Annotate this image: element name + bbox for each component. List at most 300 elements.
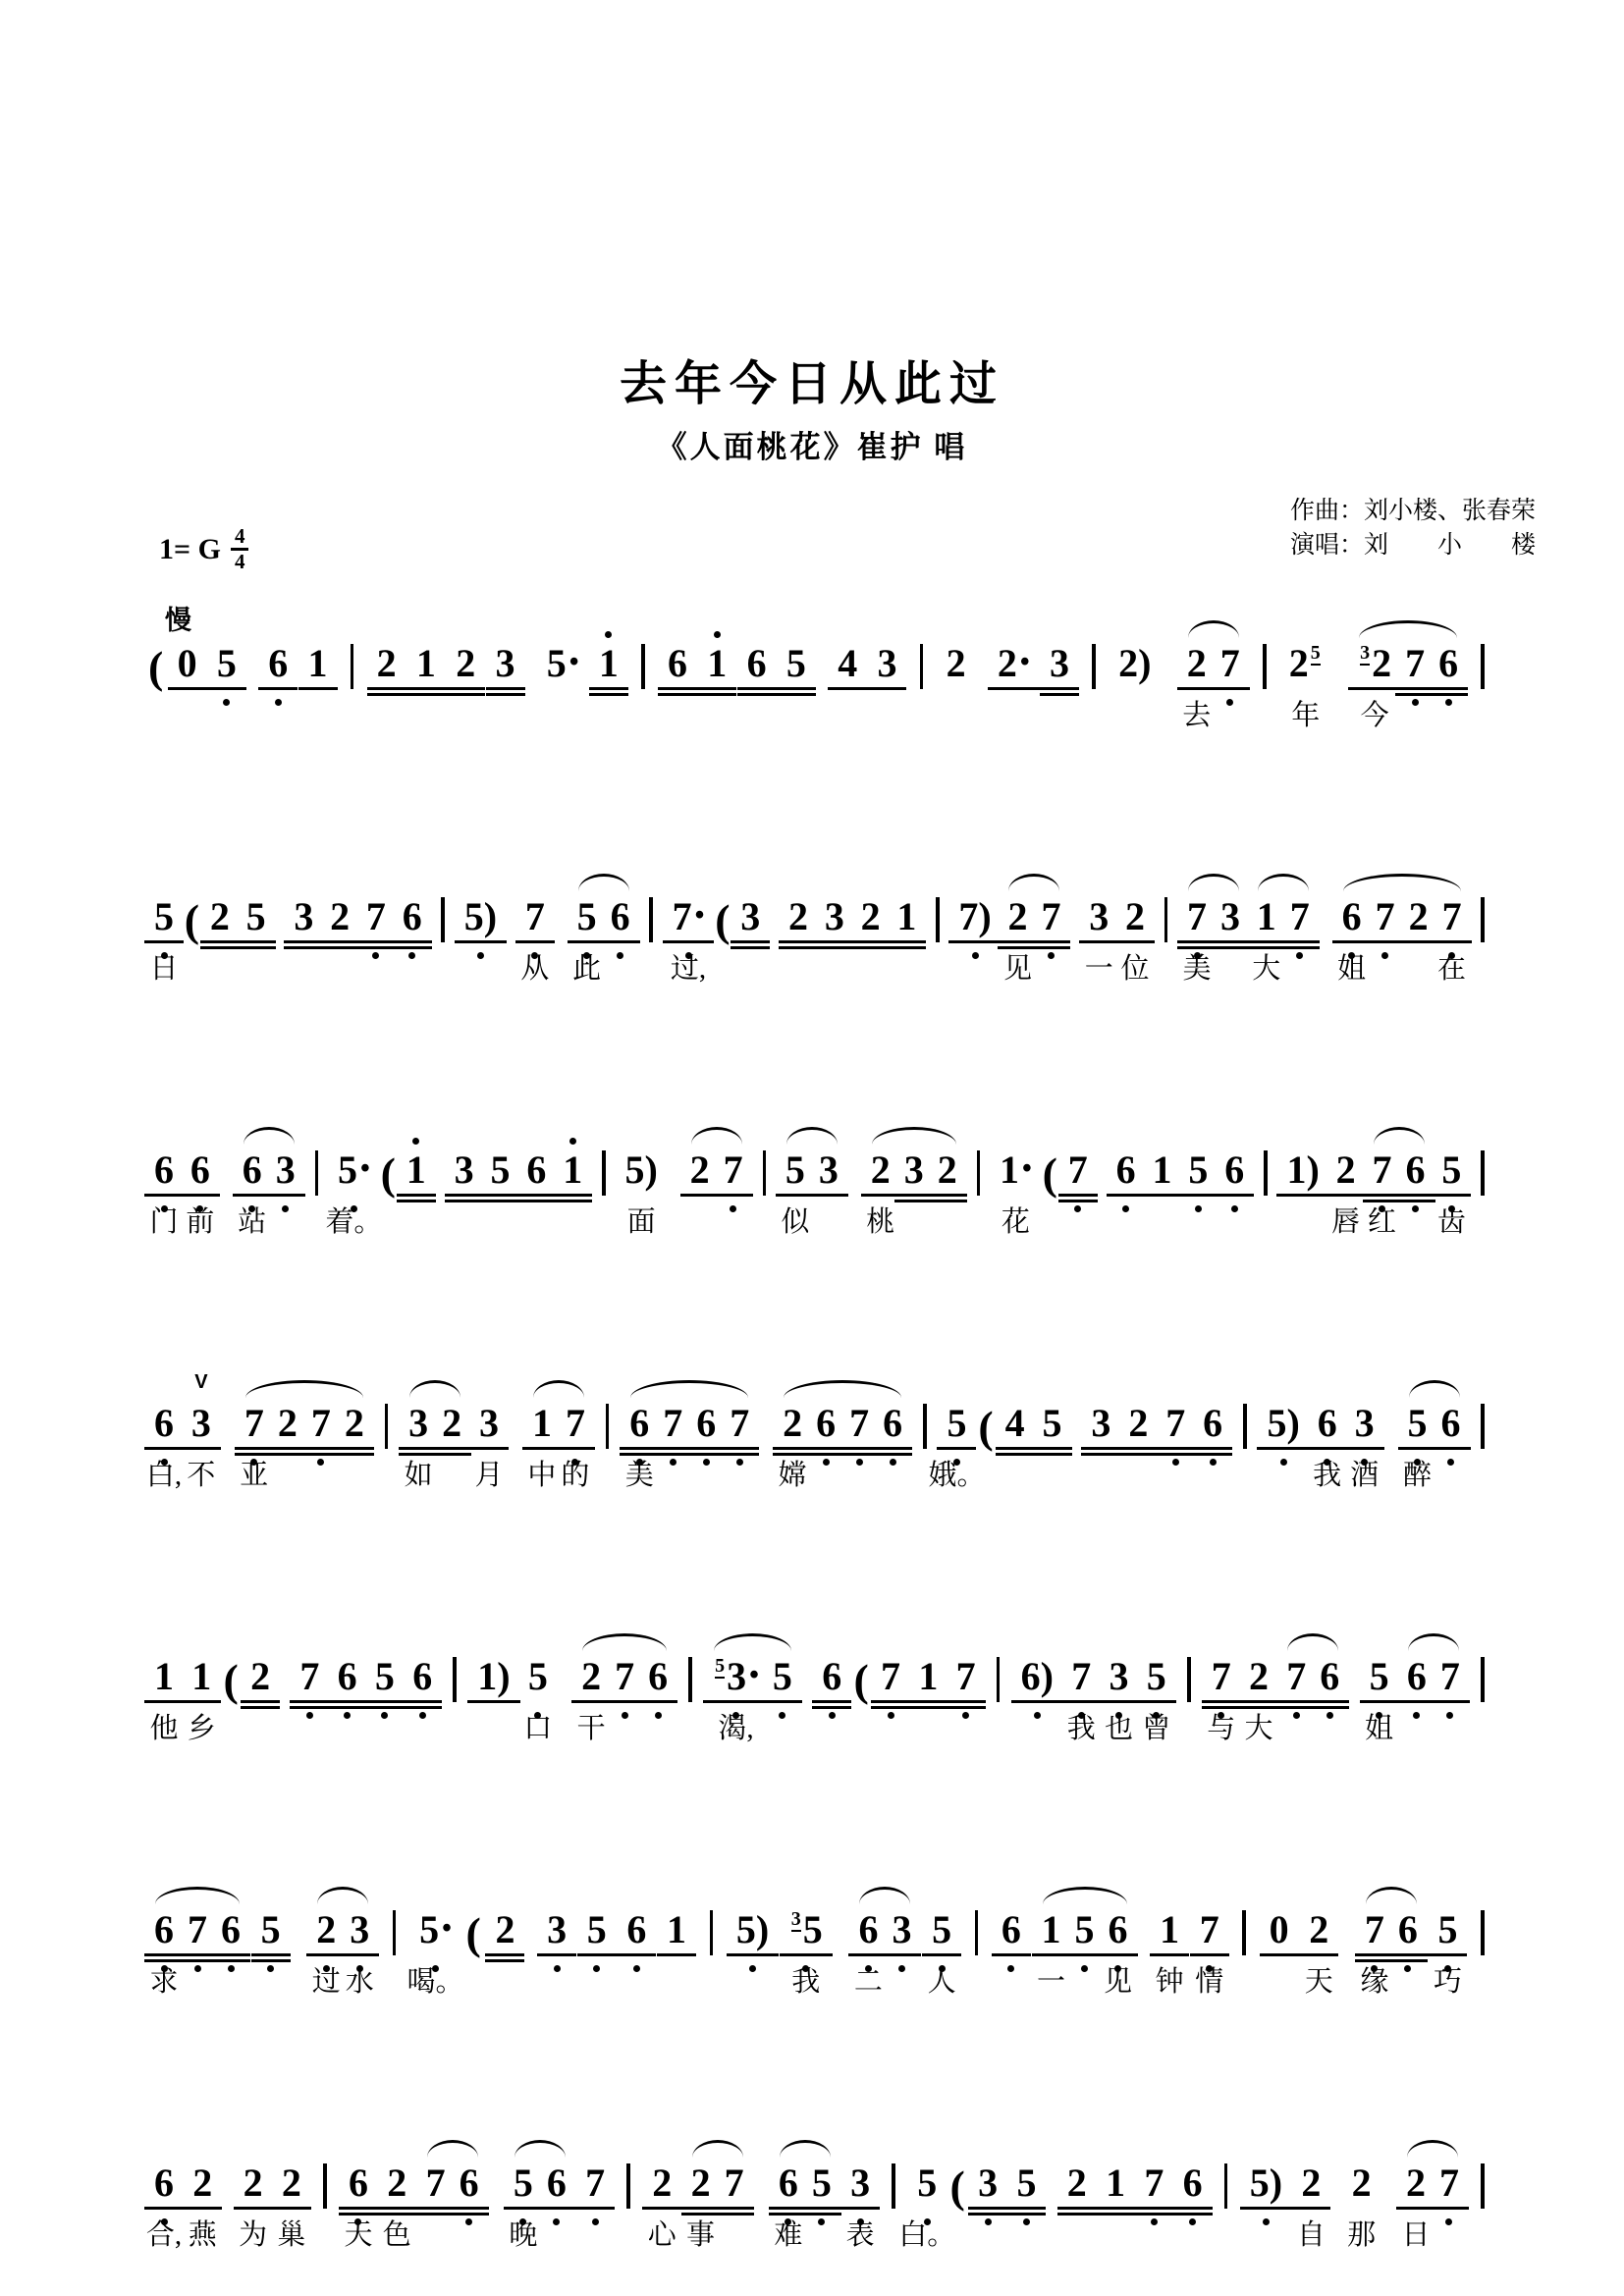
note-digit: 3: [294, 894, 314, 938]
note: [342, 1401, 367, 1445]
key-signature: [159, 525, 248, 573]
note: [522, 894, 548, 938]
note-digit: 6: [189, 1148, 210, 1192]
note-digit: 7: [672, 894, 692, 938]
note-digit: 3: [479, 1401, 500, 1445]
high-octave-dot: [714, 631, 721, 638]
underline: [1099, 1700, 1138, 1704]
note: [474, 1654, 513, 1698]
underline: [715, 2207, 754, 2211]
note: [1286, 641, 1326, 685]
note: [784, 641, 809, 685]
note-digit: 5: [1042, 1401, 1062, 1445]
note: [722, 2163, 747, 2203]
lyric: 年: [1291, 700, 1321, 731]
underline: [1432, 1447, 1471, 1451]
note: [1264, 1401, 1302, 1445]
underline: [779, 940, 818, 944]
underline: [1193, 1453, 1232, 1457]
lyric: 此: [572, 953, 602, 985]
note-digit: 7): [958, 894, 992, 938]
note: [1362, 1907, 1387, 1951]
low-octave-dot: [779, 1712, 785, 1719]
note: [578, 1654, 604, 1698]
lyric: 一: [1036, 1966, 1066, 1998]
note: [880, 1401, 905, 1445]
low-octave-dot: [1412, 699, 1419, 706]
note-digit: 2: [1128, 1401, 1149, 1445]
underline: [1061, 1700, 1101, 1704]
note: [665, 641, 690, 685]
barline: [1481, 1150, 1485, 1196]
note-digit: 5): [735, 1907, 770, 1951]
note-digit: 2: [1007, 894, 1028, 938]
note-digit: 0: [177, 641, 197, 685]
note-digit: 3: [1354, 1401, 1375, 1445]
underline: [1099, 1953, 1138, 1957]
lyric: 心: [647, 2219, 677, 2251]
note: [721, 1150, 746, 1190]
underline: [851, 946, 891, 950]
underline: [553, 1200, 592, 1203]
note-digit: 5: [546, 641, 567, 685]
underline: [815, 940, 854, 944]
low-octave-dot: [282, 1205, 289, 1212]
lyric: 天: [344, 2219, 373, 2251]
low-octave-dot: [818, 2218, 825, 2225]
underline: [320, 940, 359, 944]
note: [612, 1654, 637, 1698]
note-digit: 5: [154, 894, 174, 938]
underline: [485, 1953, 524, 1957]
note-digit: 6: [1438, 641, 1459, 685]
note-digit: 7: [730, 1401, 750, 1445]
low-octave-dot: [1081, 1965, 1088, 1972]
lyric: 门: [149, 1206, 179, 1238]
lyric: 的: [561, 1460, 590, 1491]
note: [207, 894, 233, 938]
note: [733, 1907, 772, 1951]
note-digit: 2: [1186, 641, 1207, 685]
lyric: 位: [1120, 953, 1150, 985]
note-digit: 6: [348, 2161, 368, 2205]
note-digit: 2: [1405, 2161, 1426, 2205]
note-digit: 6: [546, 2161, 567, 2205]
underline: [144, 2207, 184, 2211]
low-octave-dot: [419, 1712, 426, 1719]
note-digit: 3: [850, 2161, 871, 2205]
lyric: 前: [186, 1206, 215, 1238]
note-digit: 7: [585, 2161, 606, 2205]
note-digit: 2: [783, 1401, 803, 1445]
note-digit: 7: [1071, 1654, 1092, 1698]
underline: [144, 1700, 184, 1704]
note: [813, 1401, 839, 1445]
note-digit: 1: [896, 894, 917, 938]
barline: [936, 897, 940, 942]
underline: [1211, 946, 1250, 950]
parenthesis: (: [949, 2162, 965, 2212]
note: [1185, 1150, 1211, 1190]
note: [664, 1907, 689, 1951]
underline: [1291, 2207, 1330, 2211]
underline: [882, 1953, 921, 1957]
underline: [553, 1194, 592, 1198]
note: [622, 1150, 660, 1190]
lyric: 事: [686, 2219, 716, 2251]
underline: [1396, 1200, 1435, 1203]
lyric: 也: [1104, 1713, 1133, 1744]
low-octave-dot: [1445, 2218, 1452, 2225]
low-octave-dot: [1189, 2218, 1196, 2225]
note: [363, 894, 389, 938]
lyric: 亚: [240, 1460, 269, 1491]
note: [1150, 1150, 1175, 1190]
note-digit: 6: [668, 641, 687, 685]
low-octave-dot: [1048, 952, 1055, 959]
slur-group: [1180, 894, 1247, 938]
lyric: 见: [1002, 953, 1032, 985]
slur-group: [683, 1150, 750, 1190]
note-digit: 5: [1188, 1148, 1209, 1192]
low-octave-dot: [1280, 1459, 1287, 1466]
underline: [887, 946, 926, 950]
parenthesis: (: [715, 895, 731, 945]
barline: [323, 2163, 327, 2209]
note: [313, 1907, 339, 1951]
note: [1200, 1401, 1225, 1445]
note-digit: 3: [547, 1907, 568, 1951]
underline: [450, 2213, 489, 2216]
note-digit: 3: [818, 1148, 839, 1192]
underline: [340, 1953, 379, 1957]
underline: [928, 1200, 967, 1203]
barline: [1481, 897, 1485, 942]
underline: [320, 946, 359, 950]
underline: [1081, 1453, 1120, 1457]
lyric: 姐: [1337, 953, 1367, 985]
lyric: 美: [624, 1460, 654, 1491]
underline: [486, 687, 525, 691]
note-digit: 1: [307, 641, 328, 685]
grace-note: 3: [790, 1908, 801, 1930]
barline: [602, 1150, 606, 1196]
underline: [1360, 1700, 1399, 1704]
note: [1141, 2163, 1166, 2203]
note: [1436, 2163, 1462, 2203]
underline: [1040, 693, 1079, 697]
note: [645, 1654, 671, 1698]
slur-group: [779, 1150, 845, 1190]
note: [608, 894, 633, 938]
note-digit: 5: [802, 1907, 823, 1951]
note: [1355, 641, 1394, 685]
underline: [988, 687, 1040, 691]
underline: [1310, 1706, 1349, 1710]
note: [1439, 894, 1465, 938]
note-digit: 3: [1109, 1654, 1129, 1698]
lyric: 日: [149, 953, 179, 985]
note-digit: 2: [1335, 1148, 1356, 1192]
slur-group: [238, 1401, 371, 1445]
underline: [200, 940, 240, 944]
note: [997, 1150, 1035, 1190]
meter-denominator: 4: [234, 550, 245, 574]
note: [1339, 894, 1365, 938]
underline: [937, 1447, 976, 1451]
note: [944, 1401, 969, 1445]
note-digit: 2: [937, 1148, 957, 1192]
note: [1209, 1654, 1234, 1698]
underline: [1240, 2207, 1292, 2211]
note: [944, 641, 969, 685]
note: [544, 2163, 569, 2203]
underline: [1156, 1447, 1195, 1451]
note-digit: 2: [1309, 1907, 1329, 1951]
slur-group: [706, 1654, 799, 1698]
underline: [601, 940, 640, 944]
underline: [290, 1700, 329, 1704]
note: [822, 894, 847, 938]
time-signature: [231, 525, 249, 573]
underline: [1280, 946, 1320, 950]
note: [297, 1654, 322, 1698]
note: [457, 2163, 482, 2203]
note-digit: 5: [513, 2161, 533, 2205]
note: [1317, 1654, 1342, 1698]
slur-group: [1335, 894, 1469, 938]
note-digit: 2: [1249, 1654, 1270, 1698]
note: [914, 2163, 940, 2203]
music-line-4: [145, 1371, 1494, 1514]
note-digit: 6: [154, 2161, 174, 2205]
slur-group: [574, 1654, 675, 1698]
note: [1106, 1907, 1131, 1951]
note-digit: 5: [1016, 2161, 1037, 2205]
note-digit: 7: [1286, 1654, 1307, 1698]
low-octave-dot: [306, 1712, 313, 1719]
note-digit: 0: [1269, 1907, 1289, 1951]
underline: [812, 1700, 851, 1704]
note-digit: 7: [1199, 1907, 1219, 1951]
underline: [887, 940, 926, 944]
lyric: 水: [345, 1966, 374, 1998]
slur-group: [1001, 894, 1067, 938]
note-digit: 3: [877, 641, 897, 685]
underline: [211, 1953, 250, 1957]
underline: [697, 693, 736, 697]
lyric: 我: [791, 1966, 821, 1998]
note: [623, 1907, 649, 1951]
low-octave-dot: [890, 1459, 896, 1466]
underline: [397, 1194, 436, 1198]
underline: [144, 1447, 184, 1451]
note: [544, 641, 582, 685]
note: [240, 1150, 265, 1190]
note: [1287, 894, 1313, 938]
note: [1395, 1907, 1421, 1951]
note: [835, 641, 860, 685]
lyric: 喝。: [406, 1966, 464, 1998]
low-octave-dot: [1447, 1459, 1454, 1466]
note: [175, 641, 200, 685]
low-octave-dot: [1226, 699, 1233, 706]
augmentation-dot: •: [1021, 1153, 1032, 1184]
lyric: 我: [1313, 1460, 1342, 1491]
underline: [237, 946, 276, 950]
lyric: 白,: [145, 1460, 183, 1491]
note: [727, 1401, 752, 1445]
note: [384, 2163, 409, 2203]
note: [265, 641, 291, 685]
underline: [537, 2207, 576, 2211]
note-digit: 2: [689, 1148, 710, 1192]
note-digit: 5: [1074, 1907, 1095, 1951]
low-octave-dot: [1007, 1965, 1014, 1972]
barline: [649, 897, 653, 942]
slur-group: [1366, 1150, 1433, 1190]
underline: [481, 1200, 520, 1203]
low-octave-dot: [593, 1965, 600, 1972]
underline: [617, 1953, 656, 1957]
slur-group: [236, 1150, 302, 1190]
note-digit: 3: [1091, 1401, 1111, 1445]
note-digit: 5: [576, 894, 597, 938]
note-digit: 5: [785, 641, 806, 685]
note-digit: 5: [337, 1148, 357, 1192]
note: [476, 1401, 502, 1445]
lyric: 醉: [1402, 1460, 1433, 1491]
underline: [1006, 2207, 1046, 2211]
note: [247, 1654, 273, 1698]
barline: [763, 1150, 767, 1196]
underline: [258, 687, 298, 691]
low-octave-dot: [736, 1459, 743, 1466]
lyric: 见: [1103, 1966, 1133, 1998]
underline: [928, 1194, 967, 1198]
note-digit: 6: [337, 1654, 357, 1698]
lyric: 人: [927, 1966, 956, 1998]
note: [279, 2163, 304, 2203]
note: [1039, 1907, 1064, 1951]
low-octave-dot: [1122, 1205, 1129, 1212]
note: [544, 1907, 569, 1951]
note: [189, 2163, 215, 2203]
note-digit: 7: [615, 1654, 635, 1698]
music-line-1: [147, 616, 1494, 754]
lyric: 一: [1084, 953, 1113, 985]
underline: [266, 1194, 305, 1198]
lyric: 为: [239, 2219, 268, 2251]
note-digit: 6: [816, 1401, 837, 1445]
note-digit: 2: [788, 894, 809, 938]
underline: [1276, 1194, 1328, 1198]
note: [816, 1150, 841, 1190]
note: [1403, 2163, 1429, 2203]
underline: [1239, 1700, 1278, 1704]
barline: [626, 2163, 630, 2209]
note: [258, 1907, 284, 1951]
note: [525, 1654, 551, 1698]
underline: [737, 687, 777, 691]
note: [1180, 2163, 1206, 2203]
note: [1113, 1150, 1139, 1190]
lyric: 口: [523, 1713, 553, 1744]
note: [1367, 1654, 1392, 1698]
composer-line: [1290, 494, 1536, 528]
note-digit: 2: [376, 641, 397, 685]
underline: [638, 1700, 677, 1704]
note-digit: 6: [154, 1907, 174, 1951]
note: [151, 1401, 177, 1445]
barline: [920, 644, 924, 689]
underline: [467, 1700, 519, 1704]
note: [461, 894, 500, 938]
note: [404, 1150, 429, 1190]
slur-group: [851, 1907, 918, 1951]
slur-group: [772, 2163, 839, 2203]
lyric: 娥。: [928, 1460, 986, 1491]
slur-group: [864, 1150, 964, 1190]
note: [1283, 1654, 1309, 1698]
underline: [1432, 1194, 1471, 1198]
underline: [737, 693, 777, 697]
underline: [589, 693, 628, 697]
note: [1438, 1401, 1464, 1445]
lyric: 钟: [1155, 1966, 1184, 1998]
note: [453, 641, 478, 685]
note-digit: 1: [563, 1148, 583, 1192]
note-digit: 6: [626, 1907, 647, 1951]
note-digit: 2: [250, 1654, 271, 1698]
note: [596, 641, 622, 685]
underline: [908, 1706, 947, 1710]
underline: [181, 1194, 220, 1198]
lyric: 巧: [1433, 1966, 1462, 1998]
lyric: 他: [149, 1713, 179, 1744]
note: [744, 641, 770, 685]
note-digit: 7: [1144, 2161, 1164, 2205]
barline: [977, 1150, 981, 1196]
slur-group: [1400, 1654, 1467, 1698]
barline: [1187, 1657, 1191, 1702]
low-octave-dot: [1195, 1205, 1202, 1212]
underline: [873, 1447, 912, 1451]
note: [710, 1654, 762, 1698]
underline: [486, 693, 525, 697]
note-digit: 7: [299, 1654, 320, 1698]
lyric: 桃: [866, 1206, 895, 1238]
note-digit: 3: [495, 641, 515, 685]
note-digit: 5: [374, 1654, 395, 1698]
underline: [1299, 1953, 1338, 1957]
underline: [1215, 1194, 1254, 1198]
low-octave-dot: [823, 1459, 830, 1466]
note-digit: 7: [881, 1654, 901, 1698]
underline: [577, 1953, 617, 1957]
underline: [207, 687, 246, 691]
high-octave-dot: [412, 1138, 419, 1145]
note-digit: 5): [463, 894, 498, 938]
note-digit: 6: [883, 1401, 903, 1445]
barline: [688, 1657, 692, 1702]
low-octave-dot: [1293, 1712, 1300, 1719]
note-digit: 5: [490, 1148, 511, 1192]
note-digit: 1): [477, 1654, 511, 1698]
lyric: 渴,: [718, 1713, 754, 1744]
underline: [1348, 687, 1401, 691]
note-digit: 2: [1351, 2161, 1372, 2205]
